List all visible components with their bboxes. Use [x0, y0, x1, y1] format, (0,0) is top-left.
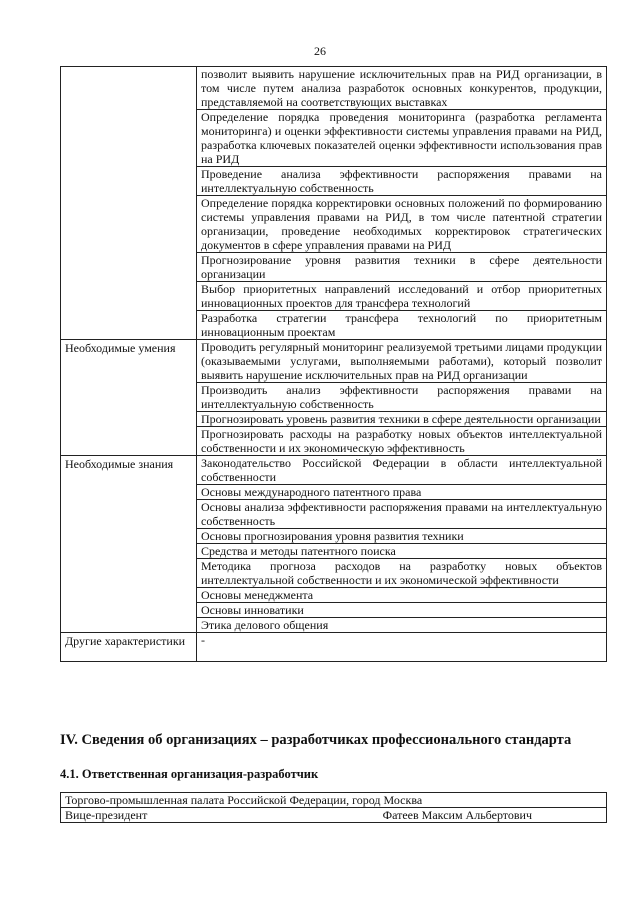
knowledge-cell: Средства и методы патентного поиска — [197, 544, 607, 559]
other-label: Другие характеристики — [61, 633, 197, 662]
signatory-name: Фатеев Максим Альбертович — [382, 808, 532, 822]
continued-label-cell — [61, 67, 197, 340]
labor-action-cell: позволит выявить нарушение исключительных прав на РИД организации, в том числе путем анализа разработок основных конкурентов, продукции, представляемой на соответствующих выставках — [197, 67, 607, 110]
knowledge-cell: Основы инноватики — [197, 603, 607, 618]
other-value: - — [197, 633, 607, 662]
organization-table — [60, 792, 607, 823]
table-row — [61, 340, 607, 383]
table-row — [61, 456, 607, 485]
skill-cell: Производить анализ эффективности распоряжения правами на интеллектуальную собственность — [197, 383, 607, 412]
signatory-cell — [61, 808, 607, 823]
knowledge-cell: Основы анализа эффективности распоряжения правами на интеллектуальную собственность — [197, 500, 607, 529]
subsection-heading: 4.1. Ответственная организация-разработчик — [60, 767, 319, 781]
knowledge-cell: Основы международного патентного права — [197, 485, 607, 500]
labor-action-cell: Выбор приоритетных направлений исследований и отбор приоритетных инновационных проектов для трансфера технологий — [197, 282, 607, 311]
table-row — [61, 67, 607, 110]
signatory-position: Вице-президент — [65, 808, 148, 822]
knowledge-label: Необходимые знания — [61, 456, 197, 633]
knowledge-cell: Этика делового общения — [197, 618, 607, 633]
page-number: 26 — [314, 44, 326, 58]
table-row — [61, 793, 607, 808]
table-row — [61, 633, 607, 662]
labor-action-cell: Разработка стратегии трансфера технологий по приоритетным инновационным проектам — [197, 311, 607, 340]
labor-action-cell: Определение порядка корректировки основных положений по формированию системы управления правами на РИД, в том числе патентной стратегии организации, проведение необходимых корректировок стратегических документов в сфере управления правами на РИД — [197, 196, 607, 253]
organization-name: Торгово-промышленная палата Российской Федерации, город Москва — [61, 793, 607, 808]
knowledge-cell: Основы менеджмента — [197, 588, 607, 603]
skills-label: Необходимые умения — [61, 340, 197, 456]
skill-cell: Прогнозировать расходы на разработку новых объектов интеллектуальной собственности и их экономическую эффективность — [197, 427, 607, 456]
knowledge-cell: Законодательство Российской Федерации в области интеллектуальной собственности — [197, 456, 607, 485]
skill-cell: Прогнозировать уровень развития техники в сфере деятельности организации — [197, 412, 607, 427]
table-row — [61, 808, 607, 823]
skill-cell: Проводить регулярный мониторинг реализуемой третьими лицами продукции (оказываемыми услугами, выполняемыми работами), который позволит выявить нарушение исключительных прав на РИД организации — [197, 340, 607, 383]
labor-action-cell: Определение порядка проведения мониторинга (разработка регламента мониторинга) и оценки эффективности системы управления правами на РИД, разработка ключевых показателей оценки эффективности использования прав на РИД — [197, 110, 607, 167]
labor-action-cell: Прогнозирование уровня развития техники в сфере деятельности организации — [197, 253, 607, 282]
knowledge-cell: Основы прогнозирования уровня развития техники — [197, 529, 607, 544]
knowledge-cell: Методика прогноза расходов на разработку новых объектов интеллектуальной собственности и их экономической эффективности — [197, 559, 607, 588]
labor-action-cell: Проведение анализа эффективности распоряжения правами на интеллектуальную собственность — [197, 167, 607, 196]
labor-function-table — [60, 66, 607, 662]
section-heading: IV. Сведения об организациях – разработчиках профессионального стандарта — [60, 732, 572, 748]
